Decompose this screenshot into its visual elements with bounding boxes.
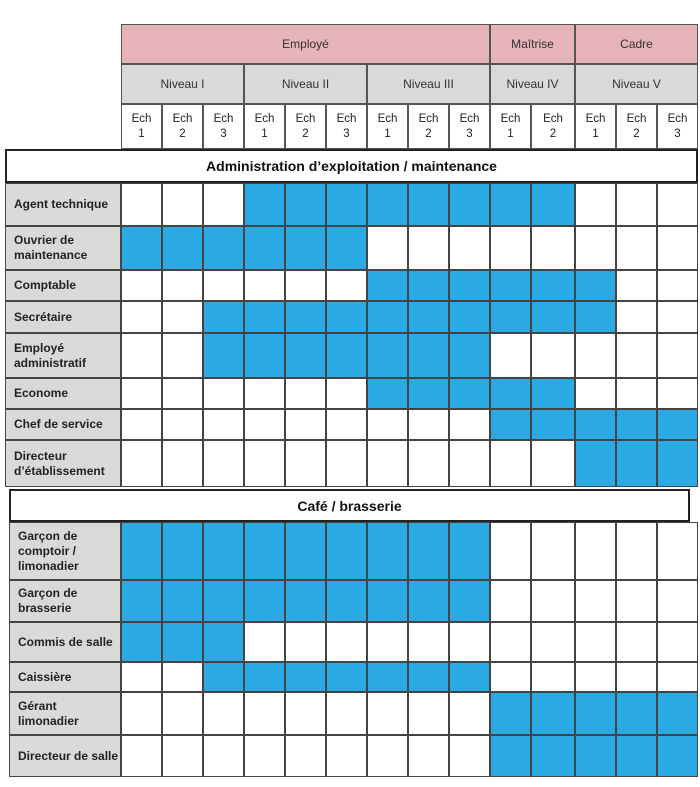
grid-cell-empty xyxy=(203,440,244,487)
grid-cell-filled xyxy=(244,522,285,580)
grid-cell-empty xyxy=(657,270,698,301)
grid-cell-empty xyxy=(575,662,616,692)
grid-cell-empty xyxy=(531,522,575,580)
grid-cell-empty xyxy=(657,662,698,692)
grid-cell-filled xyxy=(285,522,326,580)
grid-cell-filled xyxy=(285,580,326,622)
job-title: Agent technique xyxy=(14,197,109,211)
grid-cell-filled xyxy=(408,301,449,333)
job-title: Caissière xyxy=(18,669,72,684)
grid-cell-empty xyxy=(244,735,285,777)
grid-cell-filled xyxy=(285,301,326,333)
grid-cell-empty xyxy=(616,580,657,622)
grid-cell-empty xyxy=(121,409,162,440)
level-header xyxy=(244,64,367,104)
echelon-number: 3 xyxy=(220,127,227,140)
row-label xyxy=(9,622,121,662)
grid-cell-filled xyxy=(449,522,490,580)
level-label: Niveau II xyxy=(281,77,330,91)
echelon-header xyxy=(490,104,531,149)
grid-cell-empty xyxy=(244,440,285,487)
grid-cell-empty xyxy=(326,409,367,440)
grid-cell-filled xyxy=(449,270,490,301)
level-header xyxy=(367,64,490,104)
grid-cell-filled xyxy=(490,270,531,301)
category-label: Cadre xyxy=(620,37,653,51)
row-label xyxy=(5,409,121,440)
grid-cell-filled xyxy=(367,378,408,409)
grid-cell-empty xyxy=(490,522,531,580)
echelon-header xyxy=(203,104,244,149)
grid-cell-empty xyxy=(449,409,490,440)
grid-cell-empty xyxy=(285,440,326,487)
grid-cell-filled xyxy=(244,226,285,270)
grid-cell-empty xyxy=(408,692,449,735)
echelon-label: Ech xyxy=(254,112,275,125)
echelon-number: 1 xyxy=(507,127,514,140)
grid-cell-filled xyxy=(244,580,285,622)
grid-cell-empty xyxy=(326,735,367,777)
echelon-number: 1 xyxy=(138,127,145,140)
grid-cell-empty xyxy=(326,692,367,735)
grid-cell-filled xyxy=(531,301,575,333)
grid-cell-empty xyxy=(244,622,285,662)
grid-cell-empty xyxy=(285,378,326,409)
grid-cell-empty xyxy=(121,735,162,777)
grid-cell-empty xyxy=(408,409,449,440)
grid-cell-filled xyxy=(203,522,244,580)
category-header xyxy=(490,24,575,64)
grid-cell-empty xyxy=(657,522,698,580)
grid-cell-filled xyxy=(449,662,490,692)
echelon-header xyxy=(162,104,203,149)
section-title xyxy=(9,489,690,522)
grid-cell-empty xyxy=(616,183,657,226)
grid-cell-empty xyxy=(244,270,285,301)
grid-cell-filled xyxy=(575,735,616,777)
grid-cell-empty xyxy=(162,692,203,735)
grid-cell-empty xyxy=(616,378,657,409)
job-title: Garçon de comptoir / limonadier xyxy=(18,528,79,573)
grid-cell-empty xyxy=(575,183,616,226)
echelon-header xyxy=(657,104,698,149)
grid-cell-filled xyxy=(575,301,616,333)
grid-cell-filled xyxy=(121,226,162,270)
grid-cell-empty xyxy=(575,333,616,378)
grid-cell-filled xyxy=(326,183,367,226)
grid-cell-empty xyxy=(408,226,449,270)
echelon-number: 1 xyxy=(592,127,599,140)
grid-cell-filled xyxy=(408,333,449,378)
grid-cell-empty xyxy=(449,692,490,735)
grid-cell-empty xyxy=(162,183,203,226)
row-label xyxy=(5,378,121,409)
grid-cell-empty xyxy=(121,270,162,301)
grid-cell-empty xyxy=(575,580,616,622)
grid-cell-empty xyxy=(326,378,367,409)
grid-cell-filled xyxy=(490,692,531,735)
grid-cell-filled xyxy=(408,270,449,301)
grid-cell-empty xyxy=(657,226,698,270)
job-title: Employé administratif xyxy=(14,340,87,370)
echelon-label: Ech xyxy=(500,112,521,125)
grid-cell-filled xyxy=(575,440,616,487)
grid-cell-filled xyxy=(326,333,367,378)
grid-cell-empty xyxy=(285,409,326,440)
echelon-number: 2 xyxy=(633,127,640,140)
echelon-header xyxy=(616,104,657,149)
grid-cell-filled xyxy=(285,183,326,226)
grid-cell-filled xyxy=(490,301,531,333)
section-title-text: Café / brasserie xyxy=(297,497,402,514)
category-header xyxy=(575,24,698,64)
grid-cell-filled xyxy=(367,333,408,378)
grid-cell-empty xyxy=(490,333,531,378)
grid-cell-filled xyxy=(616,409,657,440)
grid-cell-filled xyxy=(285,226,326,270)
grid-cell-empty xyxy=(203,270,244,301)
grid-cell-empty xyxy=(449,735,490,777)
grid-cell-empty xyxy=(244,409,285,440)
grid-cell-filled xyxy=(575,692,616,735)
grid-cell-filled xyxy=(531,270,575,301)
echelon-label: Ech xyxy=(585,112,606,125)
grid-cell-filled xyxy=(531,735,575,777)
grid-cell-empty xyxy=(616,226,657,270)
category-header xyxy=(121,24,490,64)
row-label xyxy=(9,580,121,622)
grid-cell-empty xyxy=(203,409,244,440)
category-label: Maîtrise xyxy=(511,37,554,51)
grid-cell-filled xyxy=(203,226,244,270)
grid-cell-empty xyxy=(657,622,698,662)
echelon-header xyxy=(244,104,285,149)
grid-cell-empty xyxy=(531,333,575,378)
echelon-number: 3 xyxy=(466,127,473,140)
echelon-number: 2 xyxy=(549,127,557,140)
grid-cell-empty xyxy=(531,440,575,487)
grid-cell-empty xyxy=(244,378,285,409)
row-label xyxy=(5,333,121,378)
grid-cell-filled xyxy=(162,522,203,580)
echelon-header xyxy=(326,104,367,149)
grid-cell-empty xyxy=(203,378,244,409)
job-title: Econome xyxy=(14,386,69,400)
grid-cell-empty xyxy=(657,183,698,226)
grid-cell-filled xyxy=(203,622,244,662)
grid-cell-empty xyxy=(121,662,162,692)
grid-cell-empty xyxy=(162,301,203,333)
echelon-number: 3 xyxy=(343,127,350,140)
grid-cell-empty xyxy=(657,301,698,333)
grid-cell-filled xyxy=(490,378,531,409)
grid-cell-empty xyxy=(121,378,162,409)
grid-cell-empty xyxy=(490,580,531,622)
grid-cell-filled xyxy=(203,662,244,692)
grid-cell-empty xyxy=(121,692,162,735)
grid-cell-filled xyxy=(285,662,326,692)
grid-cell-empty xyxy=(531,622,575,662)
row-label xyxy=(5,440,121,487)
grid-cell-empty xyxy=(408,622,449,662)
echelon-number: 1 xyxy=(261,127,268,140)
grid-cell-empty xyxy=(203,692,244,735)
echelon-label: Ech xyxy=(172,112,193,125)
grid-cell-empty xyxy=(490,226,531,270)
job-title: Chef de service xyxy=(14,417,103,431)
grid-cell-empty xyxy=(367,735,408,777)
section-title-text: Administration d’exploitation / maintenance xyxy=(206,158,497,174)
grid-cell-empty xyxy=(657,378,698,409)
grid-cell-filled xyxy=(449,183,490,226)
row-label xyxy=(5,226,121,270)
grid-cell-filled xyxy=(203,301,244,333)
grid-cell-empty xyxy=(162,662,203,692)
grid-cell-filled xyxy=(367,662,408,692)
grid-cell-empty xyxy=(616,662,657,692)
job-title: Directeur d’établissement xyxy=(14,448,105,478)
grid-cell-empty xyxy=(575,522,616,580)
grid-cell-empty xyxy=(490,440,531,487)
echelon-header xyxy=(575,104,616,149)
category-label: Employé xyxy=(282,37,329,51)
grid-cell-empty xyxy=(531,580,575,622)
grid-cell-filled xyxy=(244,301,285,333)
grid-cell-empty xyxy=(449,622,490,662)
level-header xyxy=(490,64,575,104)
grid-cell-filled xyxy=(244,662,285,692)
echelon-label: Ech xyxy=(213,112,234,125)
grid-cell-empty xyxy=(285,270,326,301)
echelon-label: Ech xyxy=(626,112,647,125)
grid-cell-empty xyxy=(326,270,367,301)
grid-cell-filled xyxy=(490,183,531,226)
grid-cell-filled xyxy=(408,522,449,580)
grid-cell-empty xyxy=(531,226,575,270)
grid-cell-filled xyxy=(490,409,531,440)
level-header xyxy=(575,64,698,104)
grid-cell-empty xyxy=(616,270,657,301)
grid-cell-empty xyxy=(575,622,616,662)
grid-cell-empty xyxy=(367,226,408,270)
grid-cell-empty xyxy=(285,735,326,777)
echelon-label: Ech xyxy=(336,112,357,125)
row-label xyxy=(9,522,121,580)
echelon-header xyxy=(367,104,408,149)
job-title: Ouvrier de maintenance xyxy=(14,233,88,262)
grid-cell-filled xyxy=(449,301,490,333)
grid-cell-filled xyxy=(575,270,616,301)
grid-cell-filled xyxy=(657,440,698,487)
grid-cell-empty xyxy=(326,622,367,662)
grid-cell-filled xyxy=(121,622,162,662)
grid-cell-empty xyxy=(285,692,326,735)
grid-cell-filled xyxy=(162,580,203,622)
echelon-label: Ech xyxy=(377,112,398,125)
grid-cell-filled xyxy=(367,301,408,333)
echelon-header xyxy=(449,104,490,149)
row-label xyxy=(5,270,121,301)
grid-cell-empty xyxy=(616,622,657,662)
grid-cell-filled xyxy=(367,522,408,580)
job-title: Directeur de salle xyxy=(18,748,119,763)
grid-cell-filled xyxy=(162,622,203,662)
job-title: Comptable xyxy=(14,278,77,292)
job-title: Garçon de brasserie xyxy=(18,586,78,615)
grid-cell-empty xyxy=(449,226,490,270)
job-title: Gérant limonadier xyxy=(18,698,79,728)
grid-cell-empty xyxy=(531,662,575,692)
row-label xyxy=(9,692,121,735)
grid-cell-filled xyxy=(449,333,490,378)
grid-cell-filled xyxy=(203,333,244,378)
grid-cell-empty xyxy=(162,333,203,378)
level-label: Niveau III xyxy=(403,77,454,91)
echelon-number: 2 xyxy=(425,127,432,140)
grid-cell-filled xyxy=(326,226,367,270)
grid-cell-empty xyxy=(449,440,490,487)
grid-cell-filled xyxy=(244,333,285,378)
grid-cell-filled xyxy=(531,692,575,735)
grid-cell-empty xyxy=(326,440,367,487)
grid-cell-filled xyxy=(408,378,449,409)
grid-cell-empty xyxy=(285,622,326,662)
grid-cell-empty xyxy=(367,692,408,735)
grid-cell-filled xyxy=(449,378,490,409)
grid-cell-filled xyxy=(367,183,408,226)
grid-cell-filled xyxy=(326,301,367,333)
echelon-label: Ech xyxy=(295,112,316,125)
echelon-label: Ech xyxy=(459,112,480,125)
grid-cell-filled xyxy=(326,662,367,692)
echelon-number: 2 xyxy=(302,127,309,140)
level-header xyxy=(121,64,244,104)
grid-cell-empty xyxy=(162,409,203,440)
grid-cell-empty xyxy=(575,226,616,270)
grid-cell-filled xyxy=(657,692,698,735)
grid-cell-filled xyxy=(244,183,285,226)
grid-cell-empty xyxy=(121,440,162,487)
grid-cell-empty xyxy=(616,522,657,580)
row-label xyxy=(9,662,121,692)
grid-cell-filled xyxy=(162,226,203,270)
grid-cell-empty xyxy=(162,440,203,487)
grid-cell-empty xyxy=(121,301,162,333)
echelon-label: Ech xyxy=(131,112,152,125)
job-title: Secrétaire xyxy=(14,309,73,324)
grid-cell-filled xyxy=(616,735,657,777)
grid-cell-filled xyxy=(531,378,575,409)
grid-cell-filled xyxy=(408,580,449,622)
row-label xyxy=(9,735,121,777)
grid-cell-empty xyxy=(162,735,203,777)
grid-cell-filled xyxy=(203,580,244,622)
echelon-label: Ech xyxy=(418,112,439,125)
section-title xyxy=(5,149,698,183)
row-label xyxy=(5,301,121,333)
level-label: Niveau IV xyxy=(506,77,559,91)
echelon-label: Ech xyxy=(543,112,563,125)
grid-cell-empty xyxy=(367,440,408,487)
echelon-header xyxy=(531,104,575,149)
grid-cell-empty xyxy=(408,440,449,487)
echelon-label: Ech xyxy=(667,112,688,125)
grid-cell-empty xyxy=(367,622,408,662)
grid-cell-filled xyxy=(285,333,326,378)
grid-cell-empty xyxy=(121,183,162,226)
level-label: Niveau V xyxy=(612,77,661,91)
level-label: Niveau I xyxy=(160,77,205,91)
grid-cell-filled xyxy=(367,580,408,622)
grid-cell-filled xyxy=(408,183,449,226)
grid-cell-empty xyxy=(121,333,162,378)
grid-cell-empty xyxy=(490,622,531,662)
grid-cell-filled xyxy=(531,409,575,440)
grid-cell-filled xyxy=(408,662,449,692)
echelon-header xyxy=(121,104,162,149)
row-label xyxy=(5,183,121,226)
grid-cell-empty xyxy=(203,735,244,777)
grid-cell-filled xyxy=(657,735,698,777)
echelon-header xyxy=(408,104,449,149)
grid-cell-empty xyxy=(162,270,203,301)
grid-cell-filled xyxy=(616,692,657,735)
grid-cell-empty xyxy=(408,735,449,777)
grid-cell-filled xyxy=(657,409,698,440)
echelon-header xyxy=(285,104,326,149)
grid-cell-empty xyxy=(657,333,698,378)
echelon-number: 3 xyxy=(674,127,681,140)
grid-cell-empty xyxy=(162,378,203,409)
grid-cell-filled xyxy=(449,580,490,622)
grid-cell-filled xyxy=(531,183,575,226)
grid-cell-empty xyxy=(575,378,616,409)
grid-cell-filled xyxy=(575,409,616,440)
grid-cell-filled xyxy=(490,735,531,777)
echelon-number: 1 xyxy=(384,127,391,140)
grid-cell-filled xyxy=(121,522,162,580)
job-title: Commis de salle xyxy=(18,634,113,649)
grid-cell-empty xyxy=(657,580,698,622)
grid-cell-filled xyxy=(367,270,408,301)
echelon-number: 2 xyxy=(179,127,186,140)
grid-cell-filled xyxy=(121,580,162,622)
grid-cell-empty xyxy=(203,183,244,226)
grid-cell-filled xyxy=(616,440,657,487)
grid-cell-empty xyxy=(367,409,408,440)
grid-cell-empty xyxy=(616,301,657,333)
grid-cell-empty xyxy=(490,662,531,692)
grid-cell-empty xyxy=(616,333,657,378)
grid-cell-filled xyxy=(326,522,367,580)
grid-cell-filled xyxy=(326,580,367,622)
grid-cell-empty xyxy=(244,692,285,735)
